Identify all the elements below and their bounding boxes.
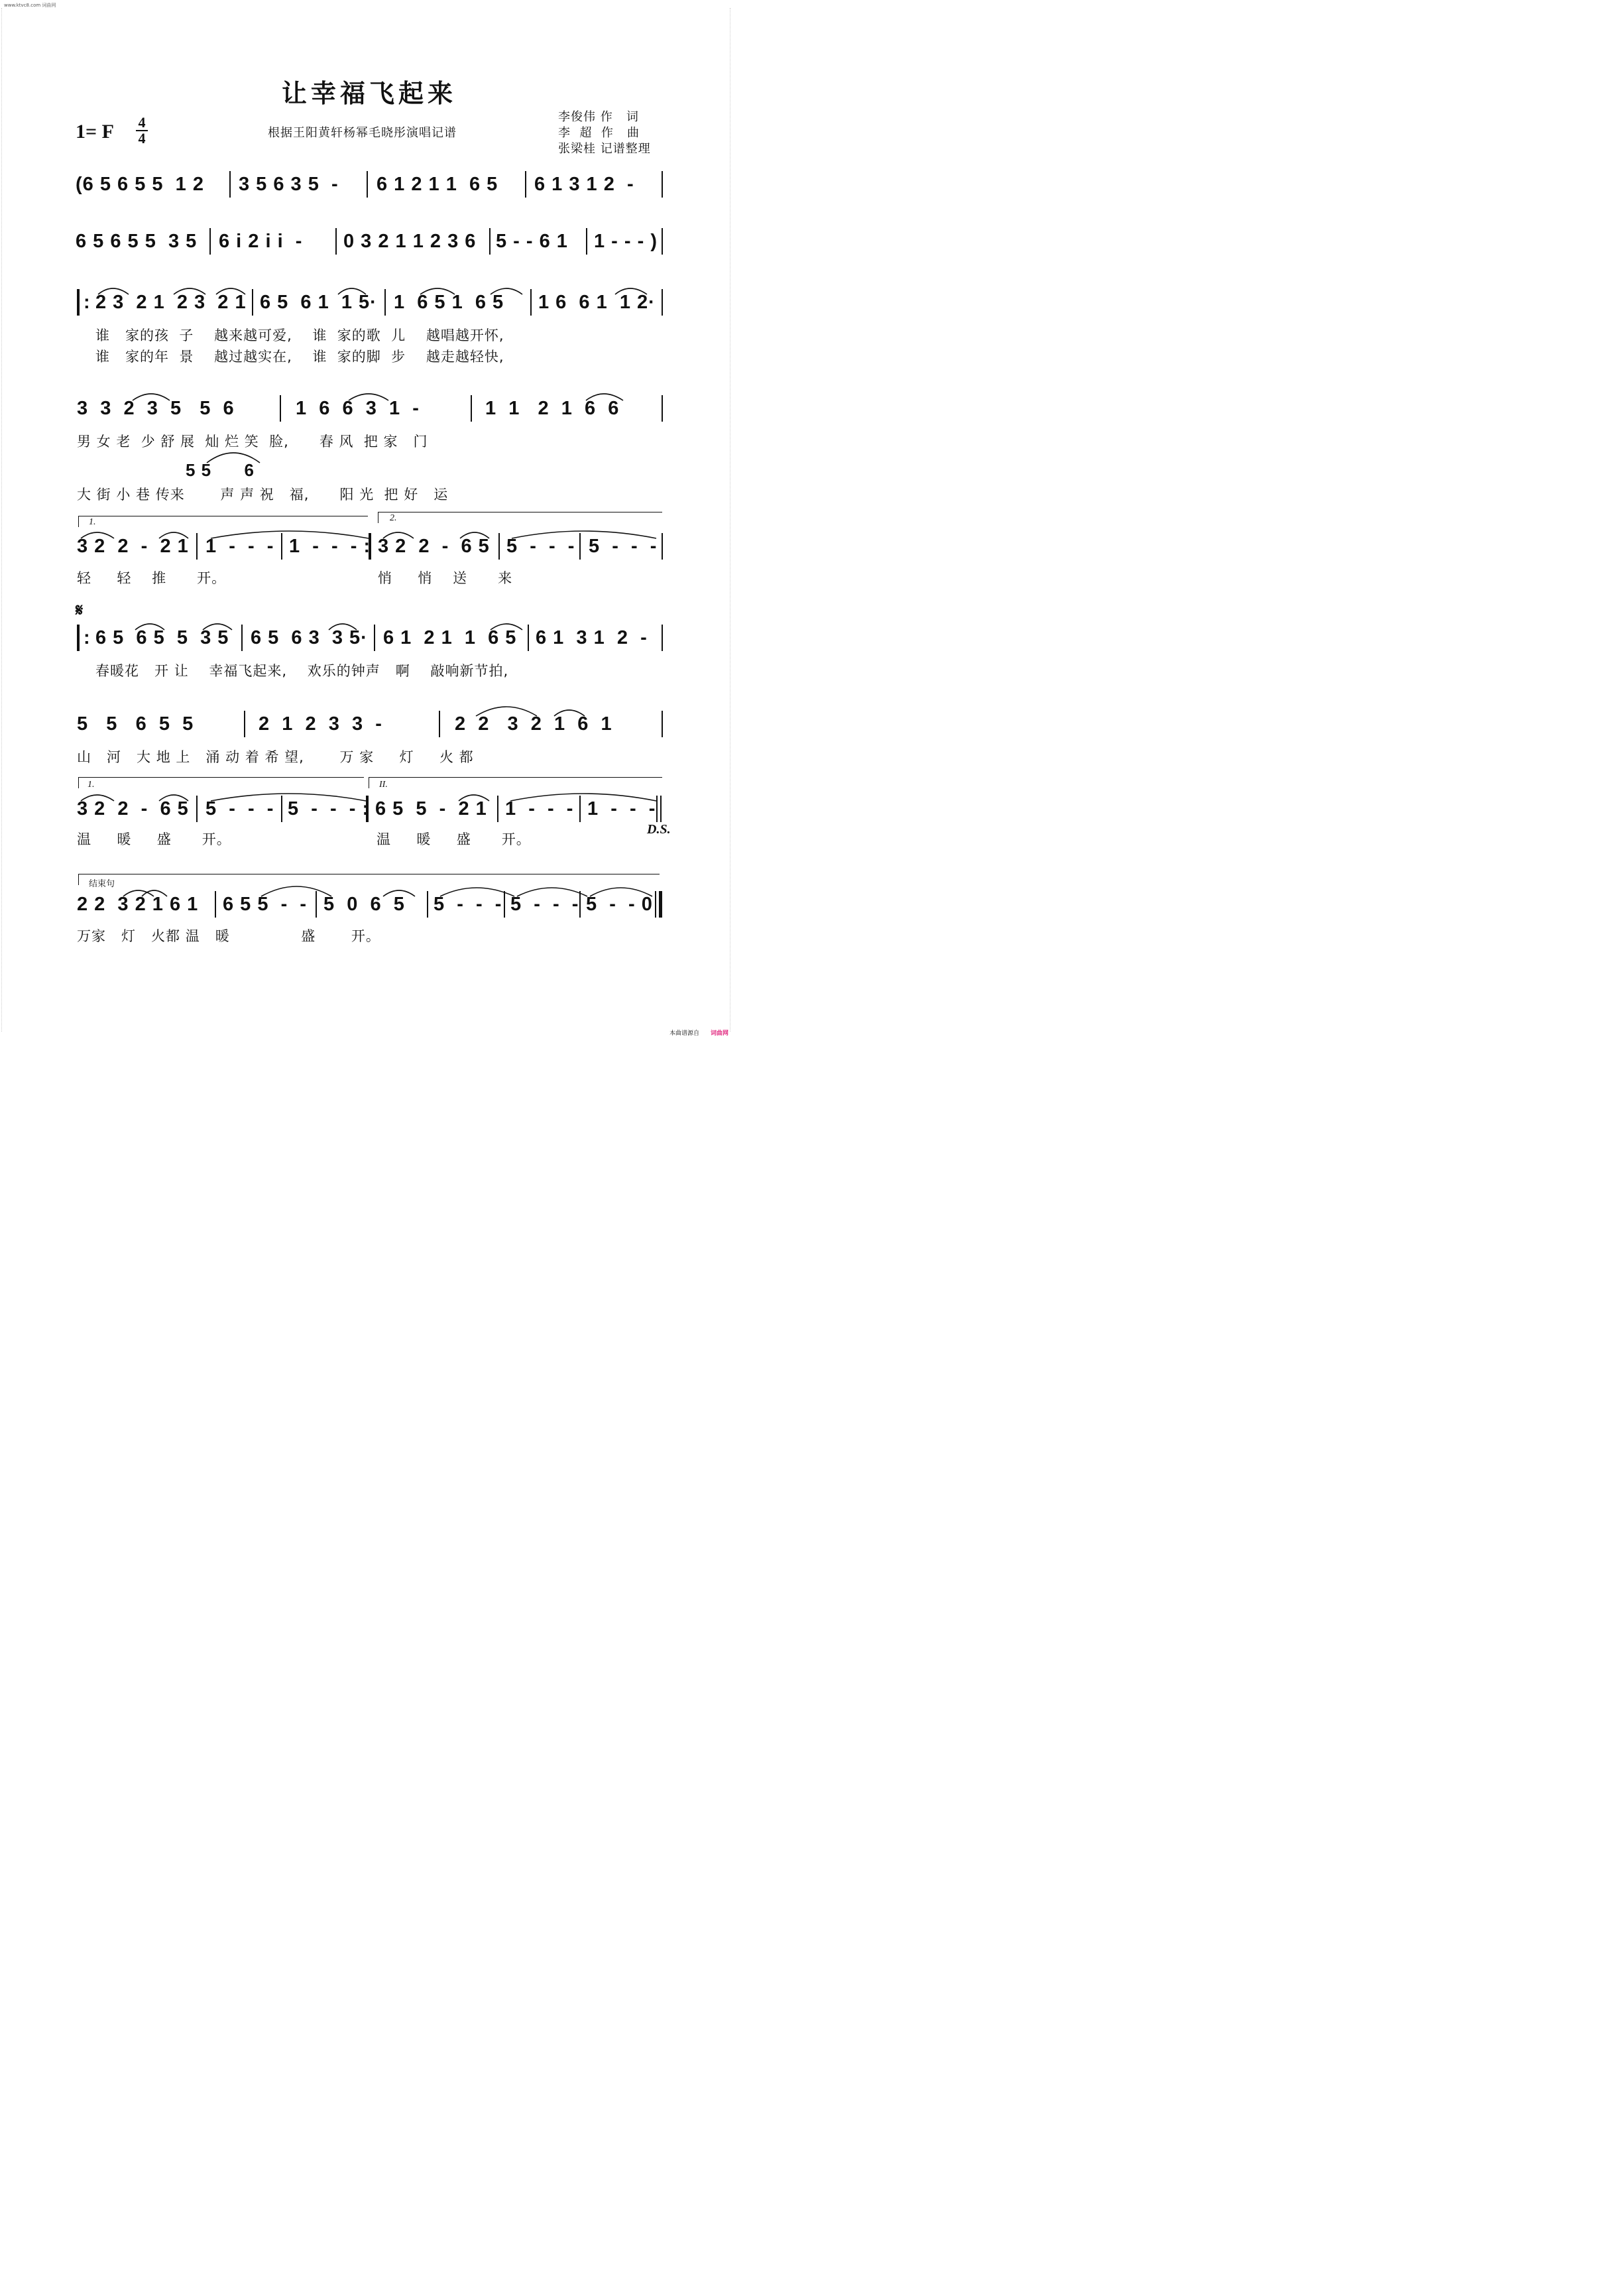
notes-l4-m1: 3 3 2 3 5 5 6 bbox=[77, 398, 235, 419]
slur bbox=[383, 890, 415, 896]
notes-l10-m1: 2 2 3 2 1 6 1 bbox=[77, 894, 199, 915]
notes-l10-m4: 5 - - - bbox=[434, 894, 502, 915]
slur bbox=[349, 394, 388, 400]
slur bbox=[586, 394, 623, 400]
notes-l9-m3: 5 - - - : bbox=[288, 798, 370, 819]
volta-label-1: 1. bbox=[87, 780, 95, 790]
slur bbox=[207, 453, 260, 463]
notes-l9-m6: 1 - - - bbox=[587, 798, 656, 819]
coda-label: 结束句 bbox=[89, 878, 115, 888]
slur bbox=[216, 288, 245, 294]
slur bbox=[615, 288, 647, 294]
notes-l2-m4: 5 - - 6 1 bbox=[496, 231, 568, 252]
notes-l3-m2: 6 5 6 1 1 5· bbox=[260, 292, 377, 313]
notes-l8-m2: 2 1 2 3 3 - bbox=[259, 713, 382, 735]
notes-l7-repeat-dots: : bbox=[84, 627, 91, 648]
notes-l9-m1: 3 2 2 - 6 5 bbox=[77, 798, 189, 819]
slur bbox=[420, 288, 455, 294]
slur bbox=[476, 707, 537, 716]
slur bbox=[491, 624, 522, 630]
lyric-l3-verse2: 谁 家的年 景 越过越实在, 谁 家的脚 步 越走越轻快, bbox=[95, 349, 504, 365]
notes-l2-m5: 1 - - - ) bbox=[594, 231, 658, 252]
lyric-l10: 万家 灯 火都 温 暖 盛 开。 bbox=[77, 928, 380, 944]
key-signature: 1= F bbox=[76, 121, 114, 143]
volta-label-2: II. bbox=[379, 780, 388, 790]
notes-l4-m2: 1 6 6 3 1 - bbox=[296, 398, 420, 419]
lyric-l6-ending2: 悄 悄 送 来 bbox=[378, 570, 513, 586]
slur bbox=[459, 795, 489, 801]
time-sig-top: 4 bbox=[138, 114, 146, 131]
notes-l3-m3: 1 6 5 1 6 5 bbox=[394, 292, 504, 313]
notes-l9-m2: 5 - - - bbox=[205, 798, 274, 819]
notes-l3-m4: 1 6 6 1 1 2· bbox=[538, 292, 656, 313]
slur bbox=[512, 531, 656, 538]
notes-l6-m6: 5 - - - bbox=[589, 536, 658, 557]
credit-arranger: 张梁桂 记谱整理 bbox=[558, 142, 651, 156]
volta-label-2: 2. bbox=[390, 513, 397, 523]
notes-l10-m2: 6 5 5 - - bbox=[223, 894, 308, 915]
notes-l10-m6: 5 - - 0 bbox=[586, 894, 653, 915]
credit-lyricist: 李俊伟 作 词 bbox=[558, 110, 639, 124]
notes-l7-m4: 6 1 3 1 2 - bbox=[536, 627, 648, 648]
lyric-l3-verse1: 谁 家的孩 子 越来越可爱, 谁 家的歌 儿 越唱越开怀, bbox=[95, 328, 504, 343]
slur bbox=[81, 795, 114, 801]
slur bbox=[174, 288, 205, 294]
notes-l1-m4: 6 1 3 1 2 - bbox=[534, 174, 634, 195]
slur bbox=[491, 288, 522, 294]
slur bbox=[203, 624, 232, 630]
notes-l1-m1: (6 5 6 5 5 1 2 bbox=[76, 174, 204, 195]
notes-l6-m3: 1 - - - : bbox=[289, 536, 371, 557]
slur bbox=[159, 795, 188, 801]
notes-l10-m5: 5 - - - bbox=[510, 894, 579, 915]
notes-l4-m3: 1 1 2 1 6 6 bbox=[485, 398, 620, 419]
volta-label-1: 1. bbox=[89, 517, 96, 527]
slur bbox=[98, 288, 129, 294]
notes-l2-m1: 6 5 6 5 5 3 5 bbox=[76, 231, 198, 252]
notes-l7-m3: 6 1 2 1 1 6 5 bbox=[383, 627, 517, 648]
slur bbox=[338, 288, 366, 294]
notes-l7-m2: 6 5 6 3 3 5· bbox=[251, 627, 368, 648]
lyric-l4: 男 女 老 少 舒 展 灿 烂 笑 脸, 春 风 把 家 门 bbox=[77, 434, 428, 450]
slur bbox=[159, 532, 188, 538]
segno-sign: 𝄋 bbox=[76, 601, 84, 621]
notes-l6-m4: 3 2 2 - 6 5 bbox=[378, 536, 490, 557]
slur bbox=[517, 888, 587, 896]
slur bbox=[81, 532, 114, 538]
credit-composer: 李 超 作 曲 bbox=[558, 126, 640, 140]
slur bbox=[460, 532, 489, 538]
footer-brand: 词曲网 bbox=[711, 1030, 729, 1037]
notes-l10-m3: 5 0 6 5 bbox=[323, 894, 405, 915]
notes-l2-m2: 6 i 2 i i - bbox=[219, 231, 303, 252]
notes-l8-m3: 2 2 3 2 1 6 1 bbox=[455, 713, 612, 735]
slur bbox=[329, 624, 357, 630]
slur-layer bbox=[0, 0, 738, 1040]
notes-l8-m1: 5 5 6 5 5 bbox=[77, 713, 194, 735]
notes-l3-m1: 2 3 2 1 2 3 2 1 bbox=[95, 292, 247, 313]
slur bbox=[510, 794, 656, 801]
notes-l7-m1: 6 5 6 5 5 3 5 bbox=[95, 627, 229, 648]
site-url: www.ktvc8.com 词曲网 bbox=[4, 3, 56, 8]
subtitle: 根据王阳黄轩杨幂毛晓彤演唱记谱 bbox=[268, 126, 457, 140]
slur bbox=[261, 886, 331, 896]
lyric-l6-ending1: 轻 轻 推 开。 bbox=[77, 570, 227, 586]
lyric-l9-ending1: 温 暖 盛 开。 bbox=[77, 831, 231, 847]
slur bbox=[133, 394, 170, 400]
footer-source: 本曲谱源自 bbox=[669, 1030, 700, 1037]
notes-l1-m2: 3 5 6 3 5 - bbox=[239, 174, 339, 195]
notes-l2-m3: 0 3 2 1 1 2 3 6 bbox=[343, 231, 477, 252]
slur bbox=[440, 888, 514, 896]
lyric-l8: 山 河 大 地 上 涌 动 着 希 望, 万 家 灯 火 都 bbox=[77, 749, 474, 765]
slur bbox=[211, 794, 366, 801]
time-sig-bottom: 4 bbox=[138, 130, 146, 147]
slur bbox=[135, 624, 164, 630]
notes-l1-m3: 6 1 2 1 1 6 5 bbox=[377, 174, 498, 195]
notes-l3-repeat-dots: : bbox=[84, 292, 91, 313]
slur bbox=[383, 532, 414, 538]
notes-l6-m1: 3 2 2 - 2 1 bbox=[77, 536, 189, 557]
lyric-l5: 大 街 小 巷 传来 声 声 祝 福, 阳 光 把 好 运 bbox=[77, 487, 449, 503]
dal-segno-mark: D.S. bbox=[647, 822, 671, 837]
notes-l5-alt: 5 5 6 bbox=[186, 460, 255, 480]
slur bbox=[554, 710, 585, 716]
lyric-l7: 春暖花 开 让 幸福飞起来, 欢乐的钟声 啊 敲响新节拍, bbox=[95, 663, 509, 679]
song-title: 让幸福飞起来 bbox=[281, 78, 457, 108]
notes-l9-m5: 1 - - - bbox=[505, 798, 574, 819]
slur bbox=[590, 888, 652, 896]
slur bbox=[211, 531, 369, 538]
lyric-l9-ending2: 温 暖 盛 开。 bbox=[377, 831, 531, 847]
notes-l6-m2: 1 - - - bbox=[205, 536, 274, 557]
notes-l6-m5: 5 - - - bbox=[506, 536, 575, 557]
notes-l9-m4: 6 5 5 - 2 1 bbox=[375, 798, 487, 819]
